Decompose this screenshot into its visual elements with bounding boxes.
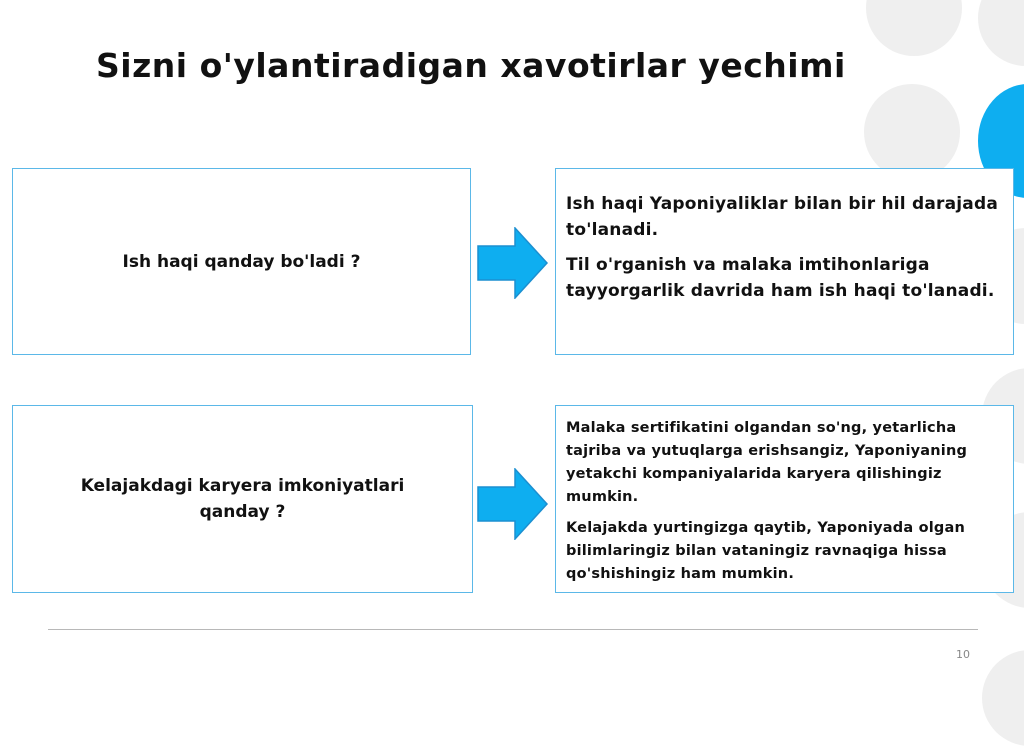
- answer-paragraph: Ish haqi Yaponiyaliklar bilan bir hil darajada to'lanadi.: [566, 194, 998, 240]
- answer-paragraph: Til o'rganish va malaka imtihonlariga tayyorgarlik davrida ham ish haqi to'lanadi.: [566, 255, 995, 301]
- question-box-career: [12, 405, 473, 593]
- decor-circle: [982, 650, 1024, 746]
- arrow-right-icon: [477, 468, 549, 540]
- decor-circle: [864, 84, 960, 180]
- question-text-salary: Ish haqi qanday bo'ladi ?: [122, 251, 361, 272]
- question-box-salary: [12, 168, 471, 355]
- footer-divider: [48, 629, 978, 630]
- decor-circle: [978, 0, 1024, 66]
- answer-paragraph: Kelajakda yurtingizga qaytib, Yaponiyada olgan bilimlaringiz bilan vataningiz ravnaqiga hissa qo'shishingiz ham mumkin.: [566, 520, 965, 582]
- slide-title: Sizni o'ylantiradigan xavotirlar yechimi: [96, 46, 846, 85]
- decor-circle: [866, 0, 962, 56]
- question-text-career: Kelajakdagi karyera imkoniyatlari qanday ?: [80, 476, 405, 522]
- answer-box-salary: [555, 168, 1014, 355]
- page-number: 10: [956, 648, 970, 661]
- arrow-right-icon: [477, 227, 549, 299]
- answer-box-career: [555, 405, 1014, 593]
- answer-paragraph: Malaka sertifikatini olgandan so'ng, yetarlicha tajriba va yutuqlarga erishsangiz, Yaponiyaning yetakchi kompaniyalarida karyera qilishingiz mumkin.: [566, 420, 968, 505]
